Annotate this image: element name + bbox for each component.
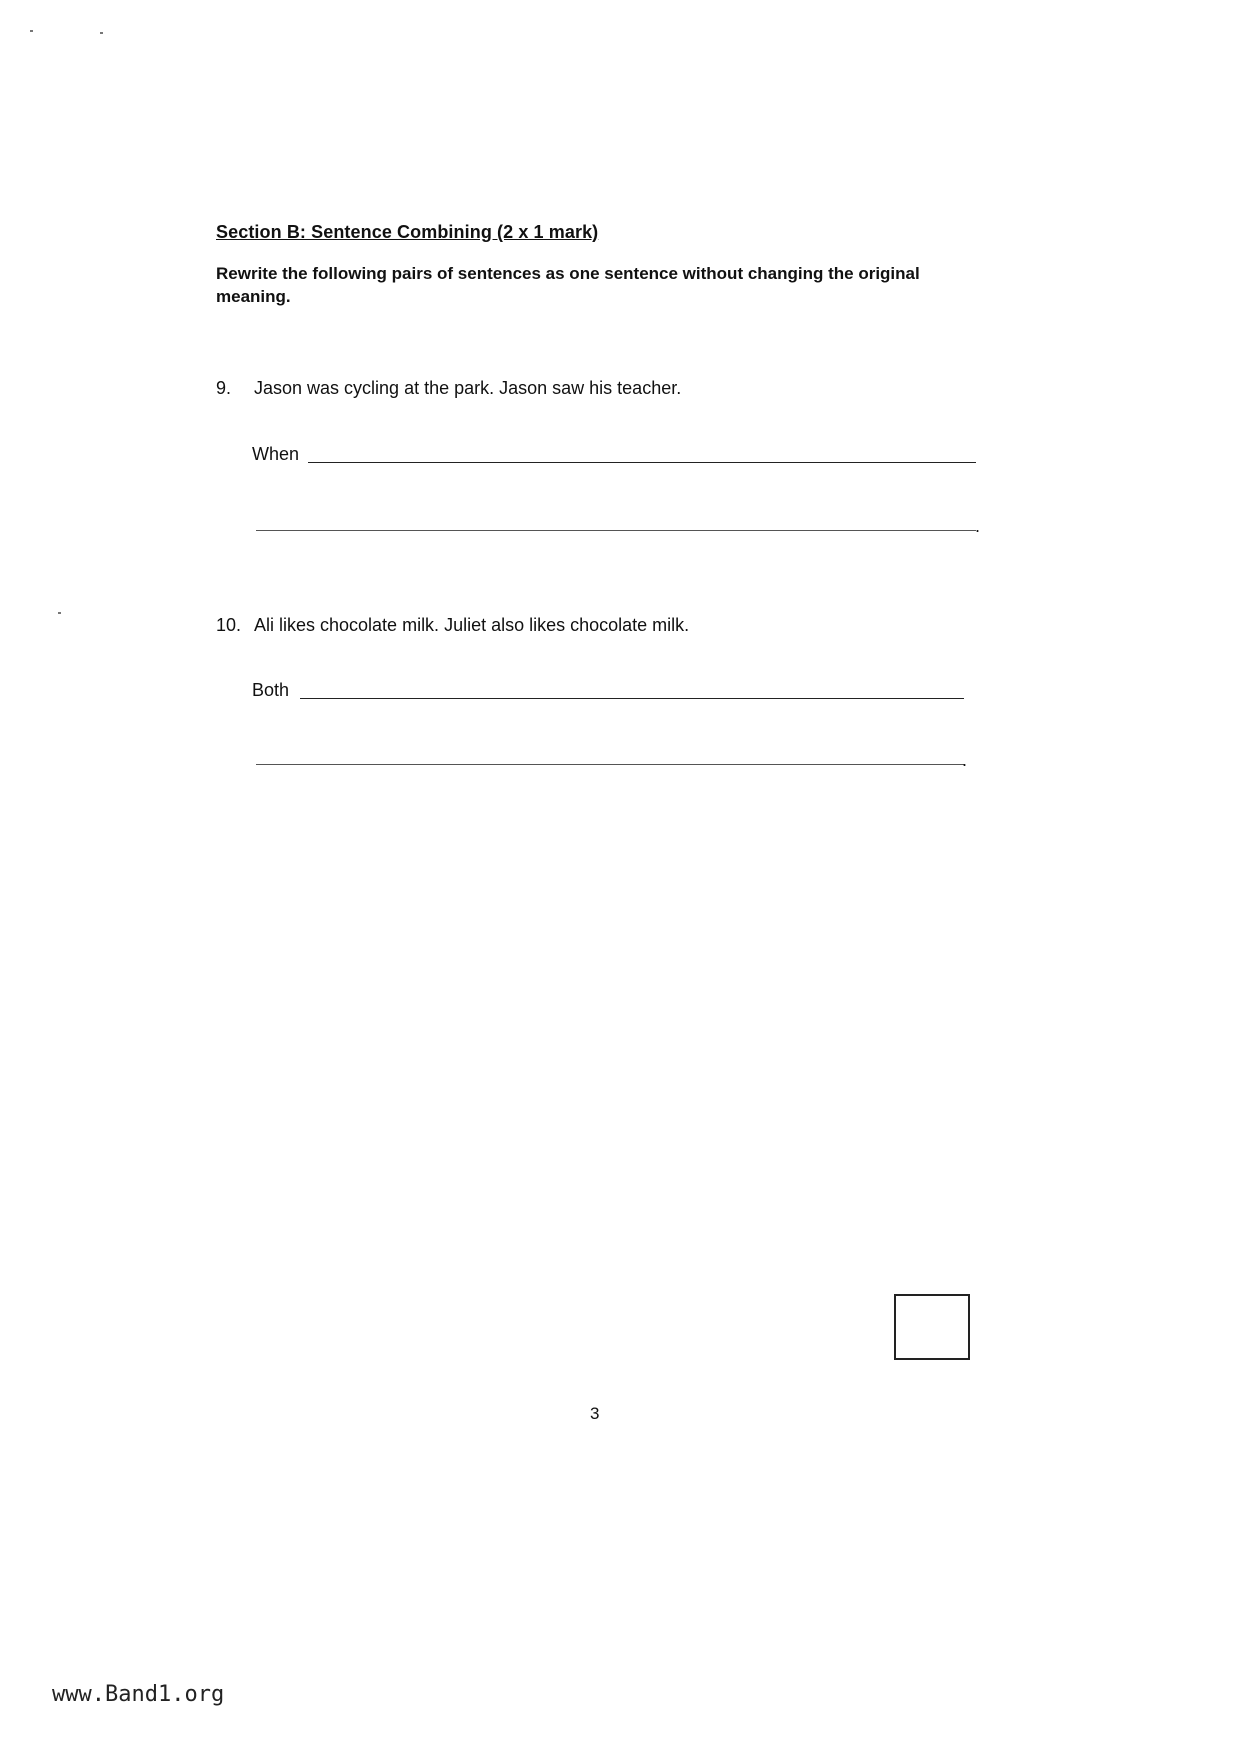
answer-prompt-10: Both: [252, 680, 290, 700]
question-text: Jason was cycling at the park. Jason saw his teacher.: [254, 378, 682, 398]
question-text: Ali likes chocolate milk. Juliet also likes chocolate milk.: [254, 615, 690, 635]
section-title: Section B: Sentence Combining (2 x 1 mark): [216, 222, 599, 242]
question-9: [216, 378, 681, 399]
answer-line-9-2[interactable]: [256, 530, 976, 531]
answer-prompt-9: When: [252, 444, 300, 464]
answer-period-9: .: [975, 516, 981, 536]
page-number: 3: [590, 1404, 600, 1423]
answer-line-9-1[interactable]: [308, 462, 976, 463]
answer-period-10: .: [962, 750, 968, 770]
scan-speck: [100, 32, 103, 34]
scan-speck: [58, 612, 61, 614]
footer-url[interactable]: www.Band1.org: [52, 1682, 225, 1707]
answer-line-10-1[interactable]: [300, 698, 964, 699]
answer-line-10-2[interactable]: [256, 764, 964, 765]
question-10: [216, 615, 689, 636]
scan-speck: [30, 30, 33, 32]
marks-box: [894, 1294, 970, 1360]
question-number: 10.: [216, 615, 242, 635]
question-number: 9.: [216, 378, 232, 398]
section-instructions: Rewrite the following pairs of sentences as one sentence without changing the original meaning.: [216, 264, 920, 306]
